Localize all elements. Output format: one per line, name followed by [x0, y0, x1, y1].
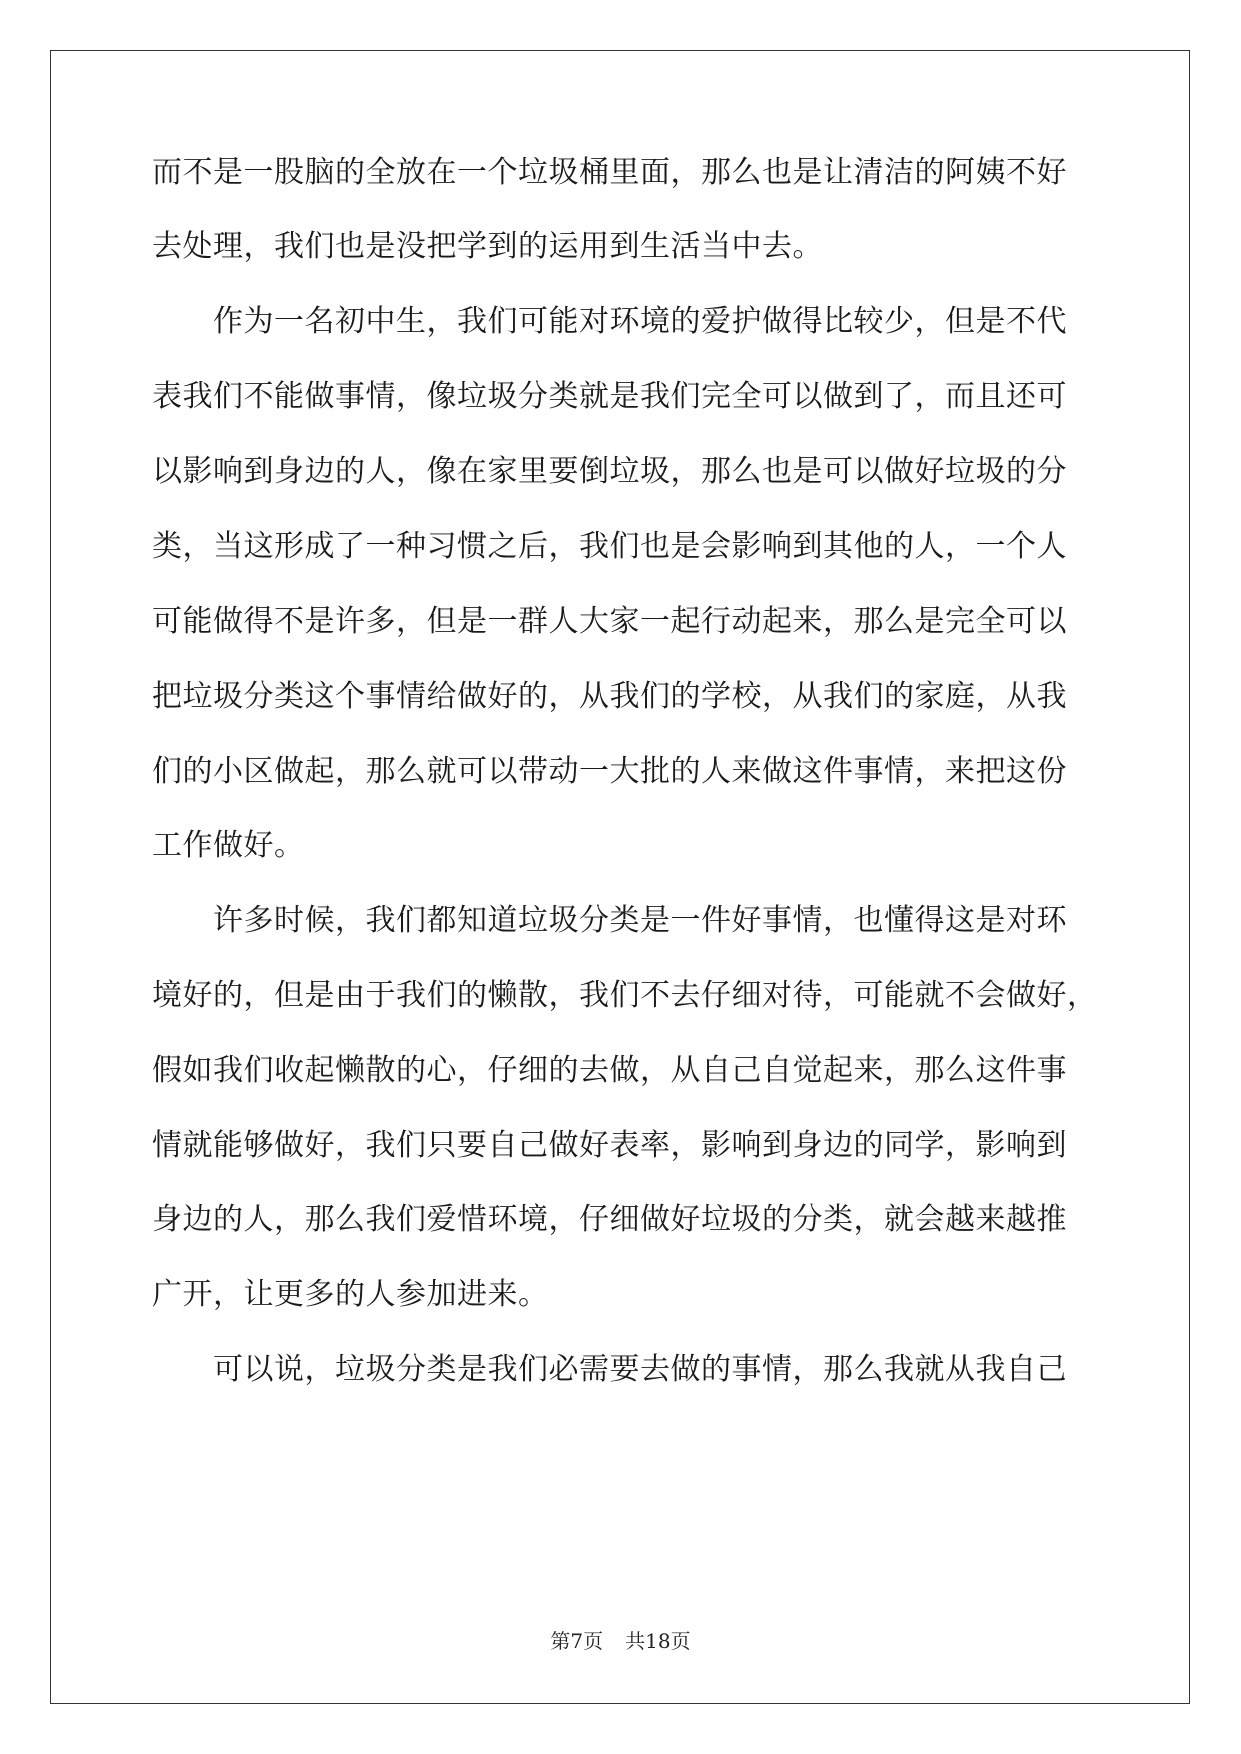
text-line: 去处理，我们也是没把学到的运用到生活当中去。 [152, 229, 823, 264]
page-border [50, 50, 1190, 1704]
text-line: 工作做好。 [152, 828, 305, 863]
text-line: 境好的，但是由于我们的懒散，我们不去仔细对待，可能就不会做好， [152, 978, 1098, 1013]
text-line: 们的小区做起，那么就可以带动一大批的人来做这件事情，来把这份 [152, 754, 1067, 789]
text-line: 身边的人，那么我们爱惜环境，仔细做好垃圾的分类，就会越来越推 [152, 1202, 1067, 1237]
text-line: 许多时候，我们都知道垃圾分类是一件好事情，也懂得这是对环 [152, 903, 1067, 938]
page-footer [0, 1628, 1241, 1654]
text-line: 可以说，垃圾分类是我们必需要去做的事情，那么我就从我自己 [152, 1352, 1067, 1387]
text-line: 而不是一股脑的全放在一个垃圾桶里面，那么也是让清洁的阿姨不好 [152, 155, 1067, 190]
text-line: 表我们不能做事情，像垃圾分类就是我们完全可以做到了，而且还可 [152, 379, 1067, 414]
page-number: 第7页 [550, 1629, 604, 1653]
text-line: 作为一名初中生，我们可能对环境的爱护做得比较少，但是不代 [152, 304, 1067, 339]
text-line: 情就能够做好，我们只要自己做好表率，影响到身边的同学，影响到 [152, 1128, 1067, 1163]
text-line: 可能做得不是许多，但是一群人大家一起行动起来，那么是完全可以 [152, 604, 1067, 639]
text-line: 广开，让更多的人参加进来。 [152, 1277, 549, 1312]
text-line: 以影响到身边的人，像在家里要倒垃圾，那么也是可以做好垃圾的分 [152, 454, 1067, 489]
text-line: 类，当这形成了一种习惯之后，我们也是会影响到其他的人，一个人 [152, 529, 1067, 564]
text-line: 假如我们收起懒散的心，仔细的去做，从自己自觉起来，那么这件事 [152, 1053, 1067, 1088]
text-line: 把垃圾分类这个事情给做好的，从我们的学校，从我们的家庭，从我 [152, 679, 1067, 714]
page-total: 共18页 [625, 1629, 691, 1653]
